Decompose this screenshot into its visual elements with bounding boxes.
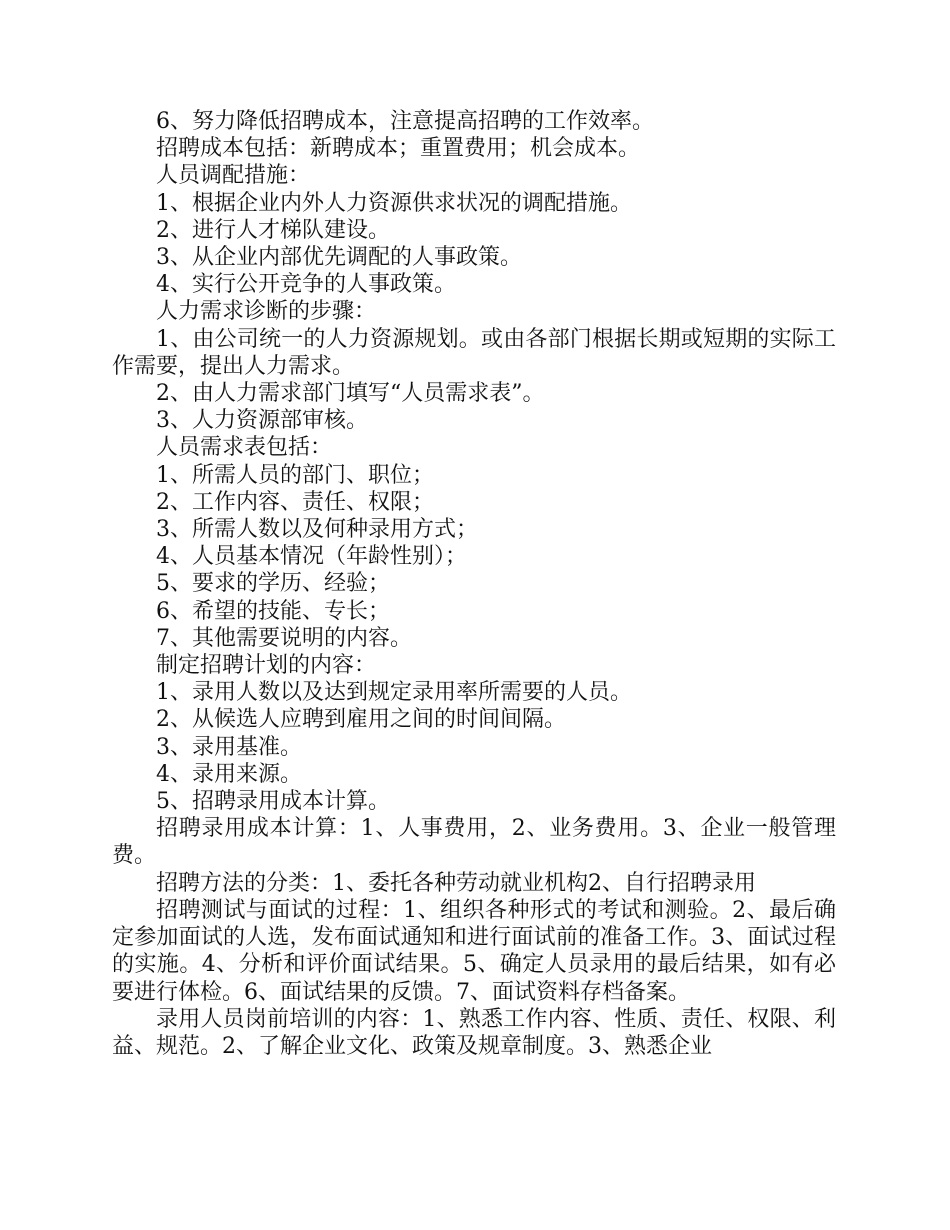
- paragraph: 1、录用人数以及达到规定录用率所需要的人员。: [156, 680, 632, 706]
- paragraph: 招聘成本包括：新聘成本；重置费用；机会成本。: [156, 136, 641, 162]
- paragraph: 1、所需人员的部门、职位；: [156, 462, 434, 488]
- paragraph: 7、其他需要说明的内容。: [156, 625, 412, 651]
- paragraph: 1、根据企业内外人力资源供求状况的调配措施。: [156, 190, 632, 216]
- paragraph: 1、由公司统一的人力资源规划。或由各部门根据长期或短期的实际工作需要，提出人力需求。: [112, 326, 836, 379]
- paragraph: 3、录用基准。: [156, 734, 302, 760]
- paragraph: 3、人力资源部审核。: [156, 408, 368, 434]
- paragraph: 5、要求的学历、经验；: [156, 571, 390, 597]
- paragraph: 3、所需人数以及何种录用方式；: [156, 517, 478, 543]
- paragraph: 录用人员岗前培训的内容：1、熟悉工作内容、性质、责任、权限、利益、规范。2、了解企业文化、政策及规章制度。3、熟悉企业: [112, 1006, 836, 1059]
- paragraph: 2、进行人才梯队建设。: [156, 217, 390, 243]
- paragraph: 人力需求诊断的步骤：: [156, 299, 377, 325]
- paragraph: 6、希望的技能、专长；: [156, 598, 390, 624]
- paragraph: 2、从候选人应聘到雇用之间的时间间隔。: [156, 707, 566, 733]
- paragraph: 招聘录用成本计算：1、人事费用，2、业务费用。3、企业一般管理费。: [112, 816, 836, 869]
- paragraph: 4、实行公开竞争的人事政策。: [156, 272, 456, 298]
- paragraph: 6、努力降低招聘成本，注意提高招聘的工作效率。: [156, 109, 654, 134]
- paragraph: 4、录用来源。: [156, 761, 302, 787]
- paragraph: 2、工作内容、责任、权限；: [156, 489, 434, 515]
- paragraph: 制定招聘计划的内容：: [156, 653, 377, 679]
- paragraph: 人员需求表包括：: [156, 435, 333, 461]
- paragraph: 招聘方法的分类：1、委托各种劳动就业机构2、自行招聘录用: [156, 870, 756, 896]
- paragraph: 人员调配措施：: [156, 163, 311, 189]
- paragraph: 3、从企业内部优先调配的人事政策。: [156, 245, 522, 271]
- paragraph: 2、由人力需求部门填写“人员需求表”。: [156, 381, 545, 407]
- paragraph: 招聘测试与面试的过程：1、组织各种形式的考试和测验。2、最后确定参加面试的人选，发布面试通知和进行面试前的准备工作。3、面试过程的实施。4、分析和评价面试结果。5、确定人员录用的最后结果，如有必要进行体检。6、面试结果的反馈。7、面试资料存档备案。: [112, 897, 836, 1005]
- document-body: [112, 108, 836, 1060]
- paragraph: 4、人员基本情况（年龄性别）；: [156, 544, 467, 570]
- paragraph: 5、招聘录用成本计算。: [156, 789, 390, 815]
